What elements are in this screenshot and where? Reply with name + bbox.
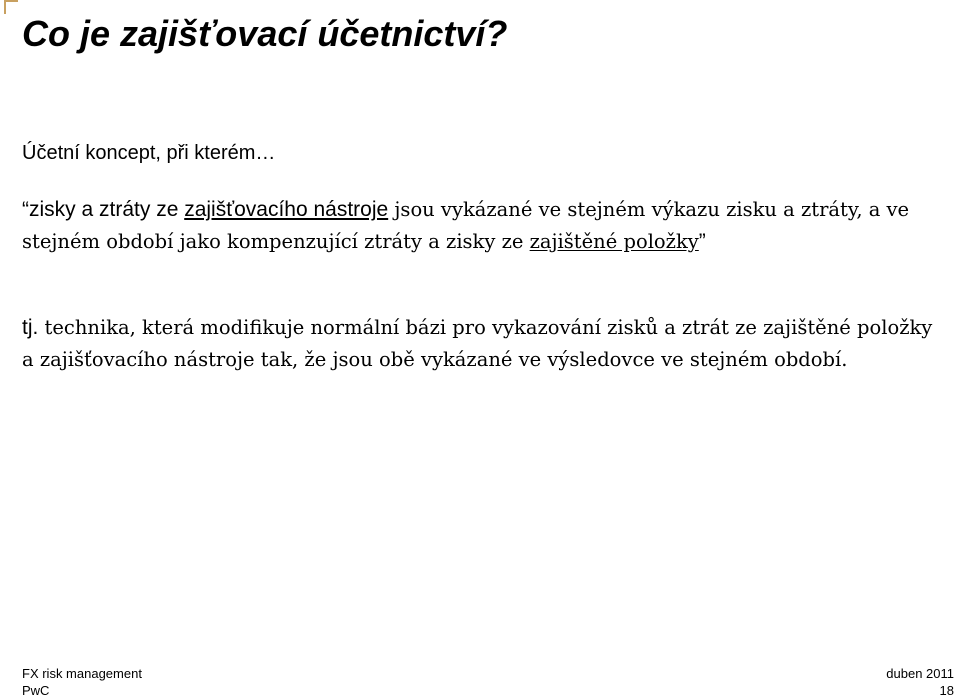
technique-text: technika, která modifikuje normální bázi pro vykazování zisků a ztrát ze zajištěné položky a zajišťovacího nástroje tak, že jsou obě vykázané ve výsledovce ve stejném období. [22, 316, 933, 371]
intro-text: Účetní koncept, při kterém… [22, 142, 276, 164]
technique-paragraph [22, 312, 942, 376]
slide-title: Co je zajišťovací účetnictví? [22, 13, 508, 54]
open-quote: “ [22, 198, 29, 221]
definition-lead: zisky a ztráty ze [29, 198, 185, 221]
footer-page-number: 18 [939, 683, 954, 698]
footer-topic: FX risk management [22, 666, 142, 681]
footer-company: PwC [22, 683, 50, 698]
corner-accent-mark [4, 0, 18, 14]
technique-lead: tj. [22, 316, 39, 339]
hedging-instrument-link[interactable]: zajišťovacího nástroje [184, 198, 389, 221]
definition-paragraph [22, 194, 942, 258]
hedged-item-link[interactable]: zajištěné položky [529, 230, 699, 253]
footer-date: duben 2011 [886, 666, 954, 681]
close-quote: ” [698, 230, 706, 253]
definition-middle: jsou vykázané ve stejném výkazu zisku a ztráty, a ve stejném období jako kompenzující ztráty a zisky ze [22, 198, 910, 253]
